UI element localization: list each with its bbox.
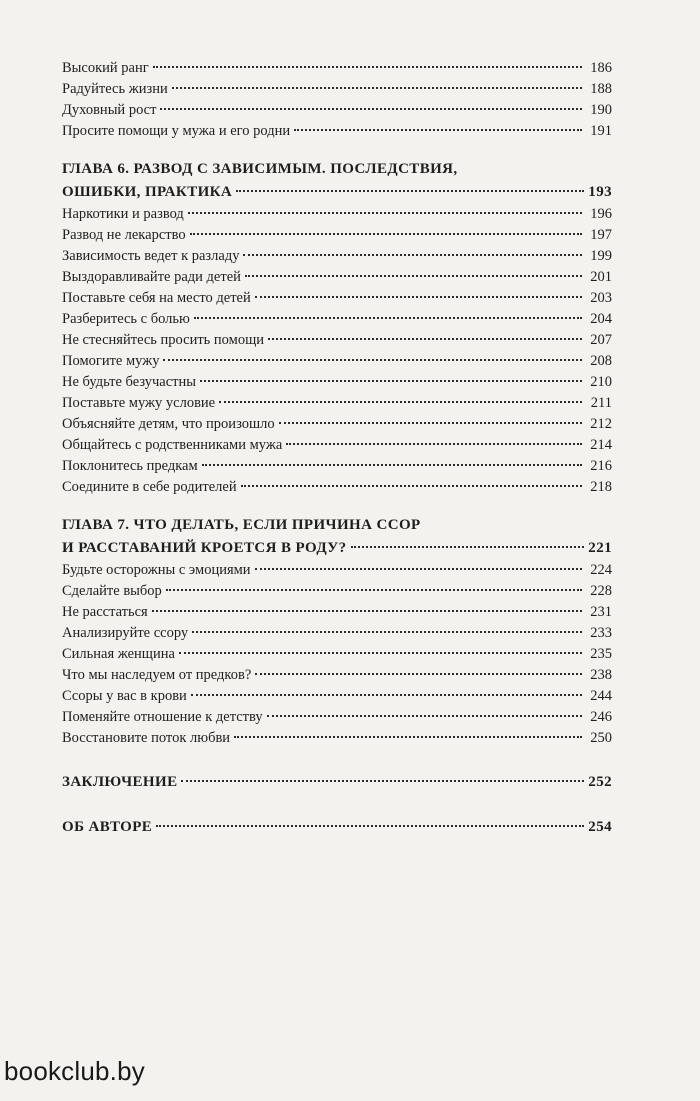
page-number: 196 <box>590 206 612 222</box>
page-number: 210 <box>590 374 612 390</box>
leader-dots <box>241 484 582 487</box>
toc-group-2 <box>62 204 612 498</box>
entry-title: Радуйтесь жизни <box>62 81 168 97</box>
entry-title: Восстановите поток любви <box>62 730 231 746</box>
leader-dots <box>351 545 585 548</box>
toc-entry <box>62 204 612 225</box>
chapter-title-line <box>62 181 612 204</box>
entry-title: Зависимость ведет к разладу <box>62 248 240 264</box>
toc-entry <box>62 330 612 351</box>
page-number: 212 <box>590 416 612 432</box>
toc-entry <box>62 100 612 121</box>
toc-entry <box>62 393 612 414</box>
entry-title: Помогите мужу <box>62 353 160 369</box>
entry-title: Общайтесь с родственниками мужа <box>62 437 283 453</box>
watermark-text: bookclub.by <box>4 1056 145 1086</box>
leader-dots <box>181 779 584 782</box>
page-number: 190 <box>590 102 612 118</box>
entry-title: Соедините в себе родителей <box>62 479 237 495</box>
entry-title: Ссоры у вас в крови <box>62 688 187 704</box>
leader-dots <box>166 588 582 591</box>
chapter-title-line: ГЛАВА 6. РАЗВОД С ЗАВИСИМЫМ. ПОСЛЕДСТВИЯ, <box>62 161 458 177</box>
page-number: 191 <box>590 123 612 139</box>
toc-entry <box>62 267 612 288</box>
chapter-title-text: И РАССТАВАНИЙ КРОЕТСЯ В РОДУ? <box>62 540 347 556</box>
toc-entry <box>62 309 612 330</box>
page-number: 197 <box>590 227 612 243</box>
leader-dots <box>152 609 582 612</box>
leader-dots <box>255 672 582 675</box>
leader-dots <box>245 274 582 277</box>
chapter-title-line <box>62 537 612 560</box>
page-number: 216 <box>590 458 612 474</box>
leader-dots <box>268 337 582 340</box>
leader-dots <box>188 211 582 214</box>
section-title: ЗАКЛЮЧЕНИЕ <box>62 774 178 790</box>
leader-dots <box>255 567 582 570</box>
chapter-title-text: ОШИБКИ, ПРАКТИКА <box>62 184 233 200</box>
page-number: 188 <box>590 81 612 97</box>
toc-entry <box>62 728 612 749</box>
leader-dots <box>294 128 582 131</box>
toc-entry <box>62 644 612 665</box>
toc-entry <box>62 414 612 435</box>
page-number: 254 <box>588 819 612 835</box>
entry-title: Сделайте выбор <box>62 583 162 599</box>
entry-title: Разберитесь с болью <box>62 311 190 327</box>
entry-title: Не расстаться <box>62 604 148 620</box>
toc-entry <box>62 58 612 79</box>
entry-title: Поменяйте отношение к детству <box>62 709 263 725</box>
chapter-6-heading <box>62 158 612 204</box>
page-number: 233 <box>590 625 612 641</box>
leader-dots <box>194 316 582 319</box>
toc-entry <box>62 623 612 644</box>
toc-entry <box>62 581 612 602</box>
section-title: ОБ АВТОРЕ <box>62 819 153 835</box>
entry-title: Поставьте себя на место детей <box>62 290 251 306</box>
page-number: 224 <box>590 562 612 578</box>
entry-title: Выздоравливайте ради детей <box>62 269 241 285</box>
page-number: 193 <box>588 184 612 200</box>
toc-entry <box>62 246 612 267</box>
toc-entry <box>62 351 612 372</box>
page-number: 244 <box>590 688 612 704</box>
leader-dots <box>243 253 582 256</box>
leader-dots <box>202 463 582 466</box>
leader-dots <box>234 735 582 738</box>
toc-group-3 <box>62 560 612 749</box>
leader-dots <box>279 421 582 424</box>
leader-dots <box>156 824 584 827</box>
leader-dots <box>286 442 582 445</box>
toc-entry <box>62 435 612 456</box>
entry-title: Наркотики и развод <box>62 206 184 222</box>
entry-title: Развод не лекарство <box>62 227 186 243</box>
page-number: 250 <box>590 730 612 746</box>
page-number: 204 <box>590 311 612 327</box>
page-number: 201 <box>590 269 612 285</box>
entry-title: Высокий ранг <box>62 60 149 76</box>
page-number: 208 <box>590 353 612 369</box>
toc-entry <box>62 288 612 309</box>
page-number: 238 <box>590 667 612 683</box>
leader-dots <box>255 295 582 298</box>
conclusion-entry <box>62 771 612 794</box>
leader-dots <box>200 379 582 382</box>
entry-title: Просите помощи у мужа и его родни <box>62 123 291 139</box>
page-number: 228 <box>590 583 612 599</box>
toc-entry <box>62 477 612 498</box>
leader-dots <box>267 714 582 717</box>
leader-dots <box>153 65 582 68</box>
leader-dots <box>236 189 584 192</box>
toc-group-1 <box>62 58 612 142</box>
leader-dots <box>192 630 582 633</box>
leader-dots <box>163 358 582 361</box>
entry-title: Объясняйте детям, что произошло <box>62 416 275 432</box>
page-number: 218 <box>590 479 612 495</box>
entry-title: Анализируйте ссору <box>62 625 189 641</box>
page-number: 199 <box>590 248 612 264</box>
entry-title: Сильная женщина <box>62 646 175 662</box>
leader-dots <box>190 232 582 235</box>
page-number: 231 <box>590 604 612 620</box>
page-number: 207 <box>590 332 612 348</box>
page-number: 246 <box>590 709 612 725</box>
leader-dots <box>179 651 582 654</box>
entry-title: Не стесняйтесь просить помощи <box>62 332 265 348</box>
page-number: 203 <box>590 290 612 306</box>
toc-entry <box>62 372 612 393</box>
entry-title: Что мы наследуем от предков? <box>62 667 252 683</box>
page-number: 235 <box>590 646 612 662</box>
chapter-title-line: ГЛАВА 7. ЧТО ДЕЛАТЬ, ЕСЛИ ПРИЧИНА ССОР <box>62 517 421 533</box>
page-number: 214 <box>590 437 612 453</box>
entry-title: Не будьте безучастны <box>62 374 197 390</box>
entry-title: Поклонитесь предкам <box>62 458 198 474</box>
entry-title: Духовный рост <box>62 102 157 118</box>
leader-dots <box>160 107 582 110</box>
about-author-entry <box>62 816 612 839</box>
toc-entry <box>62 686 612 707</box>
leader-dots <box>172 86 582 89</box>
toc-entry <box>62 121 612 142</box>
entry-title: Будьте осторожны с эмоциями <box>62 562 251 578</box>
chapter-7-heading <box>62 514 612 560</box>
toc-entry <box>62 456 612 477</box>
entry-title: Поставьте мужу условие <box>62 395 216 411</box>
toc-entry <box>62 665 612 686</box>
leader-dots <box>219 400 582 403</box>
toc-entry <box>62 560 612 581</box>
page-number: 221 <box>588 540 612 556</box>
table-of-contents <box>62 58 612 839</box>
page-number: 186 <box>590 60 612 76</box>
toc-entry <box>62 602 612 623</box>
toc-entry <box>62 707 612 728</box>
toc-entry <box>62 225 612 246</box>
leader-dots <box>191 693 582 696</box>
page-number: 211 <box>590 395 612 411</box>
toc-entry <box>62 79 612 100</box>
page-number: 252 <box>588 774 612 790</box>
